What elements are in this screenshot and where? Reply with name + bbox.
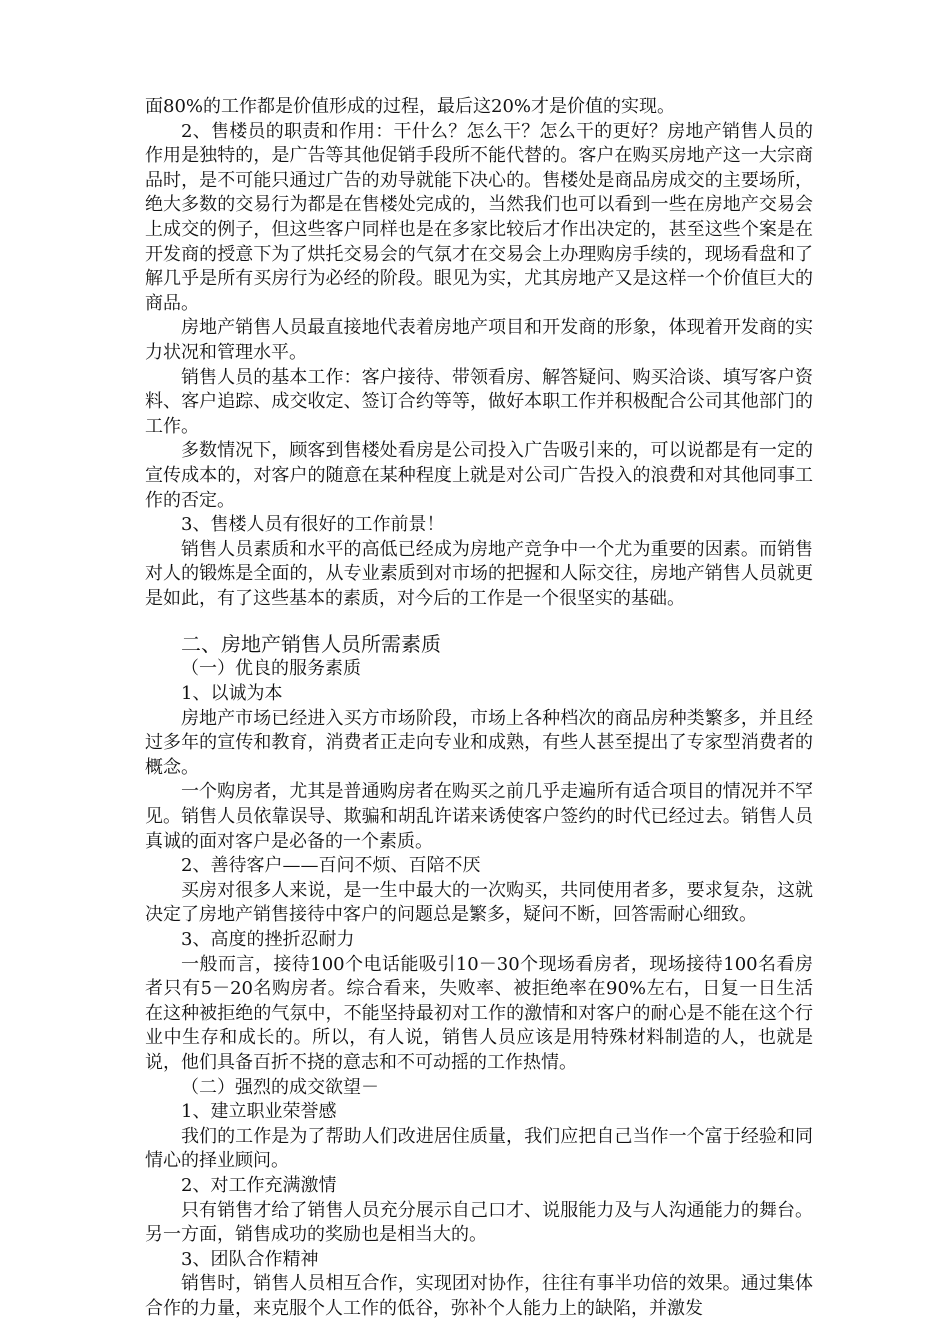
paragraph-image: 房地产销售人员最直接地代表着房地产项目和开发商的形象，体现着开发商的实力状况和管理水平。 (145, 317, 813, 363)
subsection-heading-desire: （二）强烈的成交欲望－ (181, 1076, 379, 1098)
paragraph-honor: 我们的工作是为了帮助人们改进居住质量，我们应把自己当作一个富于经验和同情心的择业顾问。 (145, 1125, 813, 1172)
paragraph-market: 房地产市场已经进入买方市场阶段，市场上各种档次的商品房种类繁多，并且经过多年的宣传和教育，消费者正走向专业和成熟，有些人甚至提出了专家型消费者的概念。 (145, 707, 813, 778)
subsection-heading-service: （一）优良的服务素质 (181, 658, 361, 680)
item-heading-honor: 1、建立职业荣誉感 (181, 1101, 337, 1123)
paragraph-continued: 面80%的工作都是价值形成的过程，最后这20%才是价值的实现。 (145, 96, 676, 117)
paragraph-patience: 买房对很多人来说，是一生中最大的一次购买，共同使用者多，要求复杂，这就决定了房地产销售接待中客户的问题总是繁多，疑问不断，回答需耐心细致。 (145, 879, 813, 926)
item-heading-frustration: 3、高度的挫折忍耐力 (181, 929, 355, 950)
paragraph-buyers: 一个购房者，尤其是普通购房者在购买之前几乎走遍所有适合项目的情况并不罕见。销售人员依靠误导、欺骗和胡乱许诺来诱使客户签约的时代已经过去。销售人员真诚的面对客户是必备的一个素质。 (145, 781, 813, 852)
paragraph-passion: 只有销售才给了销售人员充分展示自己口才、说服能力及与人沟通能力的舞台。另一方面，销售成功的奖励也是相当大的。 (145, 1199, 813, 1246)
item-heading-honesty: 1、以诚为本 (181, 683, 283, 705)
paragraph-teamwork: 销售时，销售人员相互合作，实现团对协作，往往有事半功倍的效果。通过集体合作的力量，来克服个人工作的低谷，弥补个人能力上的缺陷，并激发 (145, 1273, 813, 1319)
paragraph-prospects: 销售人员素质和水平的高低已经成为房地产竞争中一个尤为重要的因素。而销售对人的锻炼是全面的，从专业素质到对市场的把握和人际交往，房地产销售人员就更是如此，有了这些基本的素质，对今后的工作是一个很坚实的基础。 (145, 538, 813, 609)
section-heading: 二、房地产销售人员所需素质 (181, 632, 441, 657)
paragraph-rejection: 一般而言，接待100个电话能吸引10－30个现场看房者，现场接待100名看房者只有5－20名购房者。综合看来，失败率、被拒绝率在90%左右，日复一日生活在这种被拒绝的气氛中，不能坚持最初对工作的激情和对客户的耐心是不能在这个行业中生存和成长的。所以，有人说，销售人员应该是用特殊材料制造的人，也就是说，他们具备百折不挠的意志和不可动摇的工作热情。 (145, 953, 813, 1073)
paragraph-basic-work: 销售人员的基本工作：客户接待、带领看房、解答疑问、购买洽谈、填写客户资料、客户追踪、成交收定、签订合约等等，做好本职工作并积极配合公司其他部门的工作。 (145, 366, 813, 437)
document-body (145, 95, 813, 1322)
item-heading-teamwork: 3、团队合作精神 (181, 1248, 319, 1270)
paragraph-prospects-heading: 3、售楼人员有很好的工作前景！ (181, 514, 445, 536)
item-heading-treat-customers: 2、善待客户——百问不烦、百陪不厌 (181, 855, 481, 877)
item-heading-passion: 2、对工作充满激情 (181, 1174, 337, 1196)
paragraph-advertising: 多数情况下，顾客到售楼处看房是公司投入广告吸引来的，可以说都是有一定的宣传成本的，对客户的随意在某种程度上就是对公司广告投入的浪费和对其他同事工作的否定。 (145, 440, 813, 511)
paragraph-duties: 2、售楼员的职责和作用：干什么？怎么干？怎么干的更好？房地产销售人员的作用是独特的，是广告等其他促销手段所不能代替的。客户在购买房地产这一大宗商品时，是不可能只通过广告的劝导就能下决心的。售楼处是商品房成交的主要场所，绝大多数的交易行为都是在售楼处完成的，当然我们也可以看到一些在房地产交易会上成交的例子，但这些客户同样也是在多家比较后才作出决定的，甚至这些个案是在开发商的授意下为了烘托交易会的气氛才在交易会上办理购房手续的，现场看盘和了解几乎是所有买房行为必经的阶段。眼见为实，尤其房地产又是这样一个价值巨大的商品。 (145, 120, 813, 314)
